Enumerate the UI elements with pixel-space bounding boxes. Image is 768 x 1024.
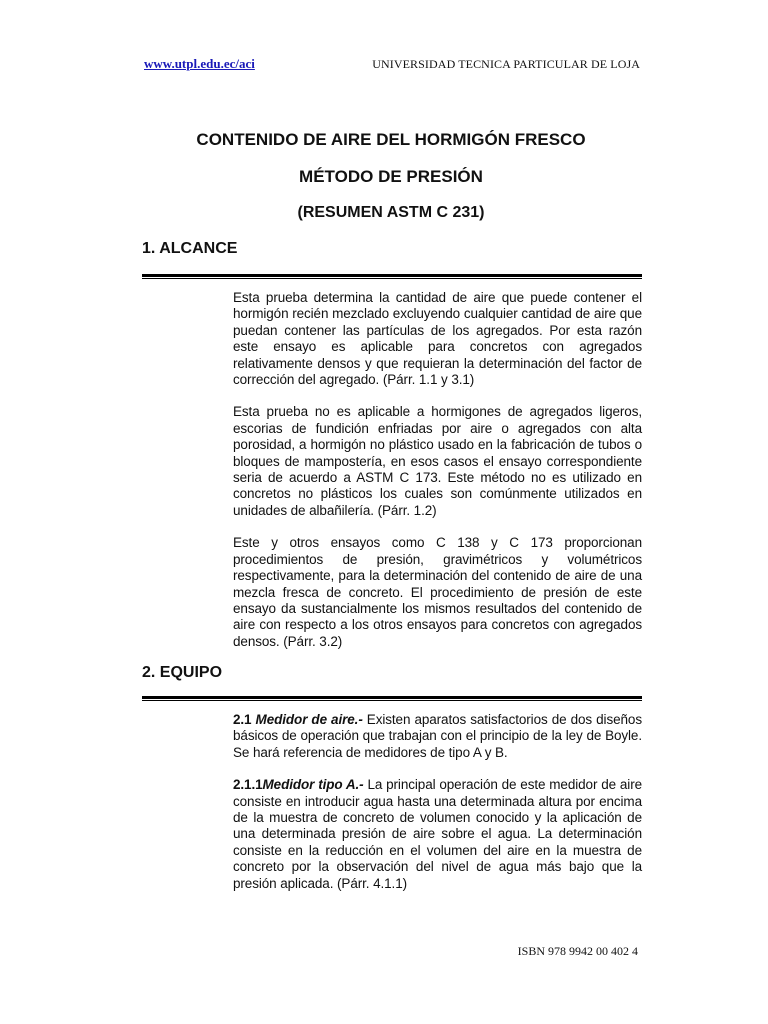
document-reference: (RESUMEN ASTM C 231) bbox=[297, 204, 485, 221]
item-number: 2.1 bbox=[233, 712, 256, 727]
item-number: 2.1.1 bbox=[233, 777, 263, 793]
section-heading-alcance: 1. ALCANCE bbox=[142, 240, 238, 257]
paragraph: Esta prueba no es aplicable a hormigones de agregados ligeros, escorias de fundición enfriadas por aire o agregados con alta porosidad, a hormigón no plástico usado en la fabricación de tubos o bloques de mampostería, en esos casos el ensayo correspondiente seria de acuerdo a ASTM C 173. Este método no es utilizado en concretos no plásticos los cuales son comúnmente utilizados en unidades de albañilería. (Párr. 1.2) bbox=[233, 404, 642, 518]
item-text: Existen aparatos satisfactorios de dos diseños básicos de operación que trabajan con el principio de la ley de Boyle. Se hará referencia de medidores de tipo A y B. bbox=[233, 712, 642, 760]
section-divider bbox=[142, 696, 642, 701]
item-label: Medidor tipo A.- bbox=[262, 777, 364, 793]
equipment-item bbox=[233, 712, 642, 761]
item-label: Medidor de aire.- bbox=[255, 712, 363, 727]
section-body-equipo bbox=[233, 712, 642, 892]
isbn-footer: ISBN 978 9942 00 402 4 bbox=[517, 944, 638, 958]
document-subtitle: MÉTODO DE PRESIÓN bbox=[299, 167, 483, 186]
institution-name: UNIVERSIDAD TECNICA PARTICULAR DE LOJA bbox=[372, 57, 640, 71]
section-body-alcance bbox=[233, 290, 642, 650]
paragraph: Este y otros ensayos como C 138 y C 173 proporcionan procedimientos de presión, gravimétricos y volumétricos respectivamente, para la determinación del contenido de aire de una mezcla fresca de concreto. El procedimiento de presión de este ensayo da sustancialmente los mismos resultados del contenido de aire con respecto a los otros ensayos para concretos con agregados densos. (Párr. 3.2) bbox=[233, 535, 642, 649]
equipment-item bbox=[233, 777, 642, 892]
section-heading-equipo: 2. EQUIPO bbox=[142, 664, 223, 681]
website-link[interactable]: www.utpl.edu.ec/aci bbox=[144, 56, 255, 71]
section-divider bbox=[142, 274, 642, 279]
document-title: CONTENIDO DE AIRE DEL HORMIGÓN FRESCO bbox=[196, 130, 586, 149]
paragraph: Esta prueba determina la cantidad de aire que puede contener el hormigón recién mezclado excluyendo cualquier cantidad de aire que puedan contener las partículas de los agregados. Por esta razón este ensayo es aplicable para concretos con agregados relativamente densos y que requieran la determinación del factor de corrección del agregado. (Párr. 1.1 y 3.1) bbox=[233, 290, 642, 388]
item-text: La principal operación de este medidor de aire consiste en introducir agua hasta una determinada altura por encima de la muestra de concreto de volumen conocido y la aplicación de una determinada presión de aire sobre el agua. La determinación consiste en la reducción en el volumen del aire en la muestra de concreto por la observación del nivel de agua más bajo que la presión aplicada. (Párr. 4.1.1) bbox=[233, 777, 642, 891]
